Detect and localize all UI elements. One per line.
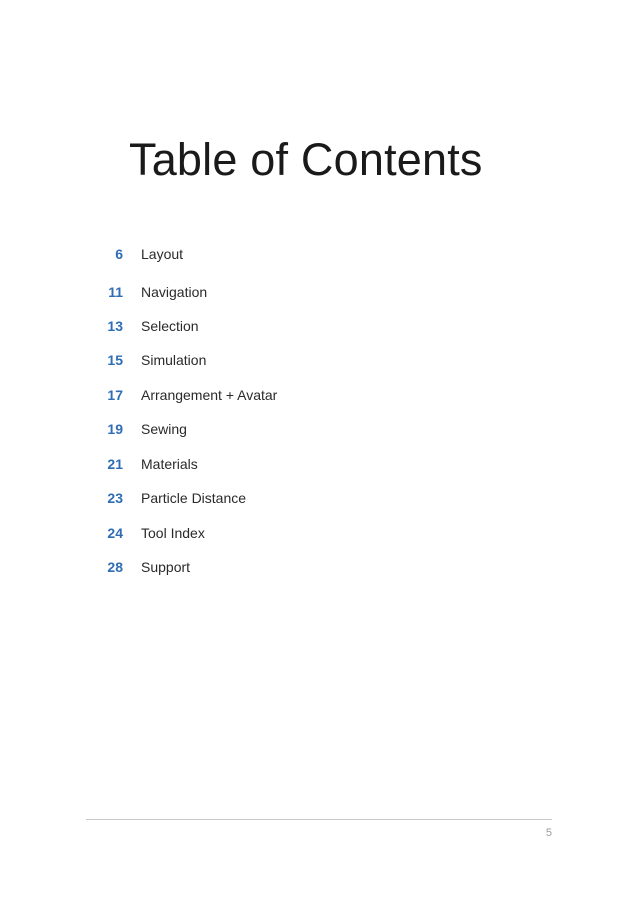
toc-label: Tool Index: [141, 525, 205, 541]
toc-label: Selection: [141, 318, 199, 334]
toc-entry-arrangement-avatar[interactable]: [0, 384, 400, 406]
toc-entry-selection[interactable]: [0, 315, 400, 337]
page-title: Table of Contents: [129, 134, 483, 185]
toc-page-number: 17: [107, 387, 123, 403]
toc-page-number: 15: [107, 352, 123, 368]
toc-entry-layout[interactable]: [0, 243, 400, 265]
toc-label: Particle Distance: [141, 490, 247, 506]
toc-label: Arrangement + Avatar: [141, 387, 278, 403]
toc-label: Simulation: [141, 352, 207, 368]
toc-label: Layout: [141, 246, 184, 262]
toc-entry-particle-distance[interactable]: [0, 487, 400, 509]
toc-entry-navigation[interactable]: [0, 281, 400, 303]
toc-page-number: 19: [107, 421, 123, 437]
toc-entry-sewing[interactable]: [0, 418, 400, 440]
toc-page-number: 6: [115, 246, 123, 262]
toc-entry-materials[interactable]: [0, 453, 400, 475]
toc-label: Materials: [141, 456, 198, 472]
toc-page-number: 23: [107, 490, 123, 506]
toc-page-number: 13: [107, 318, 123, 334]
toc-entry-simulation[interactable]: [0, 349, 400, 371]
toc-page-number: 21: [107, 456, 123, 472]
toc-entry-support[interactable]: [0, 556, 400, 578]
toc-page-number: 11: [108, 284, 123, 300]
footer-page-number: 5: [545, 827, 552, 839]
toc-label: Sewing: [141, 421, 187, 437]
toc-entry-tool-index[interactable]: [0, 522, 400, 544]
toc-label: Navigation: [141, 284, 208, 300]
footer-divider: [86, 819, 552, 820]
toc-page-number: 28: [107, 559, 123, 575]
toc-page-number: 24: [107, 525, 123, 541]
toc-label: Support: [141, 559, 191, 575]
